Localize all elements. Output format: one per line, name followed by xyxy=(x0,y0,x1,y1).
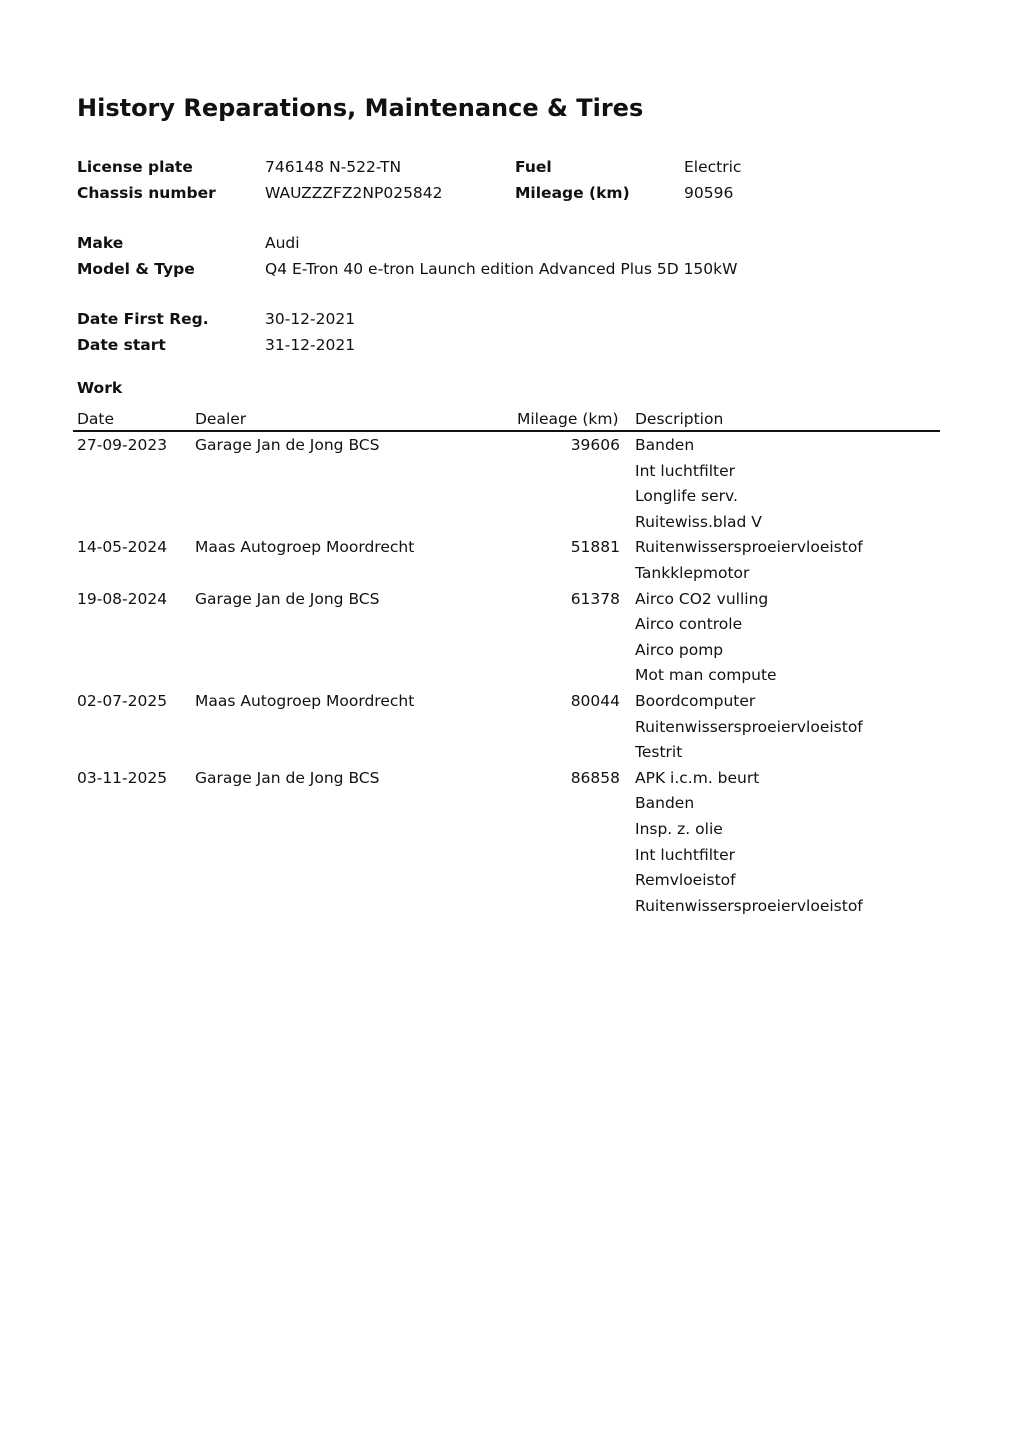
mileage-label: Mileage (km) xyxy=(515,184,630,202)
date-first-reg-value: 30-12-2021 xyxy=(265,310,356,328)
work-entry-descriptions xyxy=(635,433,940,535)
work-description-item: Boordcomputer xyxy=(635,691,756,710)
date-start-value: 31-12-2021 xyxy=(265,336,356,354)
work-entry-row xyxy=(73,433,940,535)
work-description-item: Insp. z. olie xyxy=(635,819,723,838)
work-entry-date: 19-08-2024 xyxy=(77,589,168,608)
work-entry-mileage: 86858 xyxy=(570,768,620,787)
column-header-dealer: Dealer xyxy=(195,410,247,428)
work-entry-date: 27-09-2023 xyxy=(77,436,168,454)
fuel-value: Electric xyxy=(684,158,742,176)
work-description-item: Banden xyxy=(635,794,695,813)
work-entry-dealer: Garage Jan de Jong BCS xyxy=(195,436,380,454)
work-description-item: Testrit xyxy=(635,743,683,762)
work-entry-dealer: Garage Jan de Jong BCS xyxy=(195,768,380,787)
make-label: Make xyxy=(77,234,124,252)
work-entry-date: 03-11-2025 xyxy=(77,768,168,787)
fuel-label: Fuel xyxy=(515,158,552,176)
work-entry-descriptions xyxy=(635,766,940,920)
column-header-description: Description xyxy=(635,410,724,428)
work-description-item: Int luchtfilter xyxy=(635,845,736,864)
work-entry-date: 14-05-2024 xyxy=(77,538,168,557)
date-first-reg-label: Date First Reg. xyxy=(77,310,209,328)
work-description-item: Ruitenwissersproeiervloeistof xyxy=(635,896,863,915)
work-entry-row xyxy=(73,535,940,586)
page-title: History Reparations, Maintenance & Tires xyxy=(77,94,644,122)
work-description-item: Mot man compute xyxy=(635,666,777,685)
work-entry-dealer: Maas Autogroep Moordrecht xyxy=(195,691,415,710)
work-description-item: APK i.c.m. beurt xyxy=(635,768,760,787)
column-header-date: Date xyxy=(77,410,115,428)
model-type-label: Model & Type xyxy=(77,260,195,278)
work-entry-dealer: Garage Jan de Jong BCS xyxy=(195,589,380,608)
work-description-item: Banden xyxy=(635,436,695,454)
work-description-item: Longlife serv. xyxy=(635,487,738,506)
work-entry-descriptions xyxy=(635,689,940,766)
work-entry-mileage: 39606 xyxy=(570,436,620,454)
work-table-body xyxy=(73,433,940,919)
work-entry-row xyxy=(73,766,940,920)
work-entry-date: 02-07-2025 xyxy=(77,691,168,710)
make-value: Audi xyxy=(265,234,300,252)
mileage-value: 90596 xyxy=(684,184,734,202)
work-entry-mileage: 80044 xyxy=(570,691,620,710)
work-description-item: Ruitenwissersproeiervloeistof xyxy=(635,717,863,736)
work-entry-mileage: 61378 xyxy=(570,589,620,608)
license-plate-label: License plate xyxy=(77,158,193,176)
date-start-label: Date start xyxy=(77,336,166,354)
work-heading: Work xyxy=(77,379,123,397)
work-entry-descriptions xyxy=(635,587,940,689)
work-description-item: Ruitenwissersproeiervloeistof xyxy=(635,538,863,557)
work-table-header xyxy=(73,408,940,432)
chassis-number-value: WAUZZZFZ2NP025842 xyxy=(265,184,443,202)
work-description-item: Tankklepmotor xyxy=(635,563,750,582)
work-description-item: Airco controle xyxy=(635,615,743,634)
work-entry-mileage: 51881 xyxy=(570,538,620,557)
work-description-item: Airco pomp xyxy=(635,640,724,659)
work-entry-row xyxy=(73,587,940,689)
chassis-number-label: Chassis number xyxy=(77,184,216,202)
work-entry-dealer: Maas Autogroep Moordrecht xyxy=(195,538,415,557)
work-entry-row xyxy=(73,689,940,766)
column-header-mileage: Mileage (km) xyxy=(517,410,619,428)
work-description-item: Ruitewiss.blad V xyxy=(635,512,762,531)
license-plate-value: 746148 N-522-TN xyxy=(265,158,402,176)
work-entry-descriptions xyxy=(635,535,940,586)
work-description-item: Remvloeistof xyxy=(635,871,736,890)
work-description-item: Airco CO2 vulling xyxy=(635,589,769,608)
work-description-item: Int luchtfilter xyxy=(635,461,736,480)
model-type-value: Q4 E-Tron 40 e-tron Launch edition Advanced Plus 5D 150kW xyxy=(265,260,738,278)
